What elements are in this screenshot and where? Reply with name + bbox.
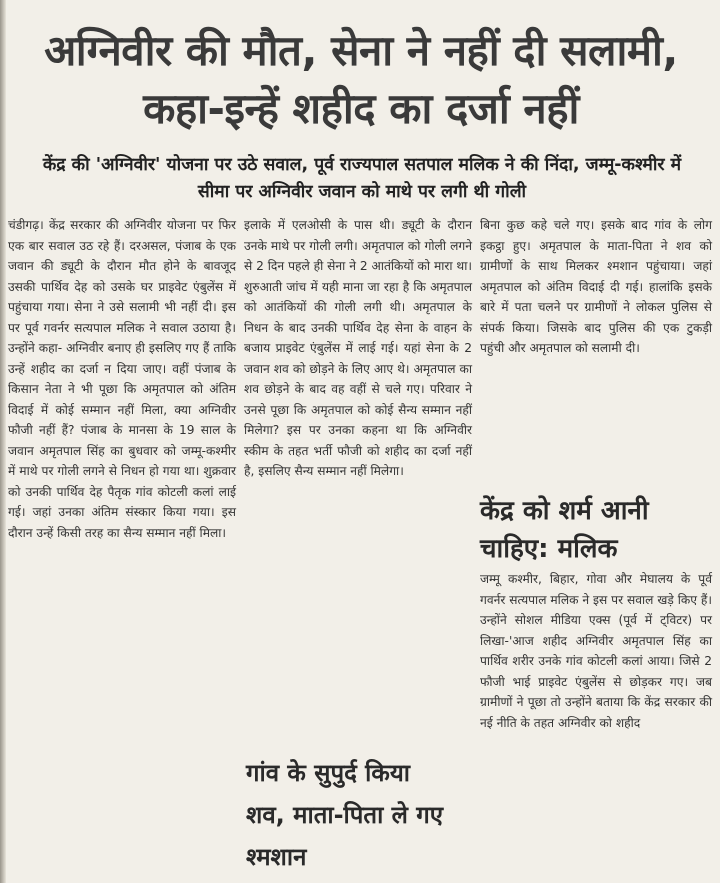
side-subheading: केंद्र को शर्म आनी चाहिए: मलिक <box>480 496 649 564</box>
column-2-text: इलाके में एलओसी के पास थी। ड्यूटी के दौरान उनके माथे पर गोली लगी। अमृतपाल को गोली लगने से 2 दिन पहले ही सेना ने 2 आतंकियों को मारा था। शुरुआती जांच में यही माना जा रहा है कि अमृतपाल को आतंकियों की गोली लगी थी। अमृतपाल के निधन के बाद उनकी पार्थिव देह सेना के वाहन के बजाय प्राइवेट एंबुलेंस में लाई गई। यहां सेना के 2 जवान शव को छोड़ने के लिए आए थे। अमृतपाल का शव छोड़ने के बाद वह वहीं से चले गए। परिवार ने उनसे पूछा कि अमृतपाल को कोई सैन्य सम्मान नहीं मिलेगा? इस पर उनका कहना था कि अग्निवीर स्कीम के तहत भर्ती फौजी को शहीद का दर्जा नहीं है, इसलिए सैन्य सम्मान नहीं मिलेगा। <box>244 218 472 478</box>
subheadline: केंद्र की 'अग्निवीर' योजना पर उठे सवाल, पूर्व राज्यपाल सतपाल मलिक ने की निंदा, जम्मू-कश्मीर में सीमा पर अग्निवीर जवान को माथे पर लगी थी गोली <box>42 155 682 202</box>
article-column-3-continued <box>480 569 712 733</box>
article-column-2 <box>244 215 472 482</box>
article-column-3 <box>480 215 712 359</box>
headline: अग्निवीर की मौत, सेना ने नहीं दी सलामी, कहा-इन्हें शहीद का दर्जा नहीं <box>44 26 678 133</box>
article-column-1 <box>8 215 236 543</box>
column-1-text: चंडीगढ़। केंद्र सरकार की अग्निवीर योजना पर फिर एक बार सवाल उठ रहे हैं। दरअसल, पंजाब के एक जवान की ड्यूटी के दौरान मौत होने के बावजूद उसकी पार्थिव देह को उसके घर प्राइवेट एंबुलेंस में पहुंचाया गया। सेना ने उसे सलामी भी नहीं दी। इस पर पूर्व गवर्नर सत्यपाल मलिक ने सवाल उठाया है। उन्होंने कहा- अग्निवीर बनाए ही इसलिए गए हैं ताकि उन्हें शहीद का दर्जा न दिया जाए। वहीं पंजाब के किसान नेता ने भी पूछा कि अमृतपाल को अंतिम विदाई में कोई सम्मान नहीं मिला, क्या अग्निवीर फौजी नहीं हैं? पंजाब के मानसा के 19 साल के जवान अमृतपाल सिंह का बुधवार को जम्मू-कश्मीर में माथे पर गोली लगने से निधन हो गया था। शुक्रवार को उनकी पार्थिव देह पैतृक गांव कोटली कलां लाई गई। जहां उनका अंतिम संस्कार किया गया। इस दौरान उन्हें किसी तरह का सैन्य सम्मान नहीं मिला। <box>8 218 236 540</box>
page-edge-shadow <box>0 0 6 883</box>
inset-subheading: गांव के सुपुर्द किया शव, माता-पिता ले गए श्मशान <box>246 759 444 871</box>
column-3-text-top: बिना कुछ कहे चले गए। इसके बाद गांव के लोग इकट्ठा हुए। अमृतपाल के माता-पिता ने शव को ग्रामीणों के साथ मिलकर श्मशान पहुंचाया। जहां अमृतपाल को अंतिम विदाई दी गई। हालांकि इसके बारे में पता चलने पर ग्रामीणों ने लोकल पुलिस से संपर्क किया। जिसके बाद पुलिस की एक टुकड़ी पहुंची और अमृतपाल को सलामी दी। <box>480 218 712 355</box>
column-3-text-bottom: जम्मू कश्मीर, बिहार, गोवा और मेघालय के पूर्व गवर्नर सत्यपाल मलिक ने इस पर सवाल खड़े किए हैं। उन्होंने सोशल मीडिया एक्स (पूर्व में ट्विटर) पर लिखा-'आज शहीद अग्निवीर अमृतपाल सिंह का पार्थिव शरीर उनके गांव कोटली कलां आया। जिसे 2 फौजी भाई प्राइवेट एंबुलेंस से छोड़कर गए। जब ग्रामीणों ने पूछा तो उन्होंने बताया कि केंद्र सरकार की नई नीति के तहत अग्निवीर को शहीद <box>480 572 712 730</box>
